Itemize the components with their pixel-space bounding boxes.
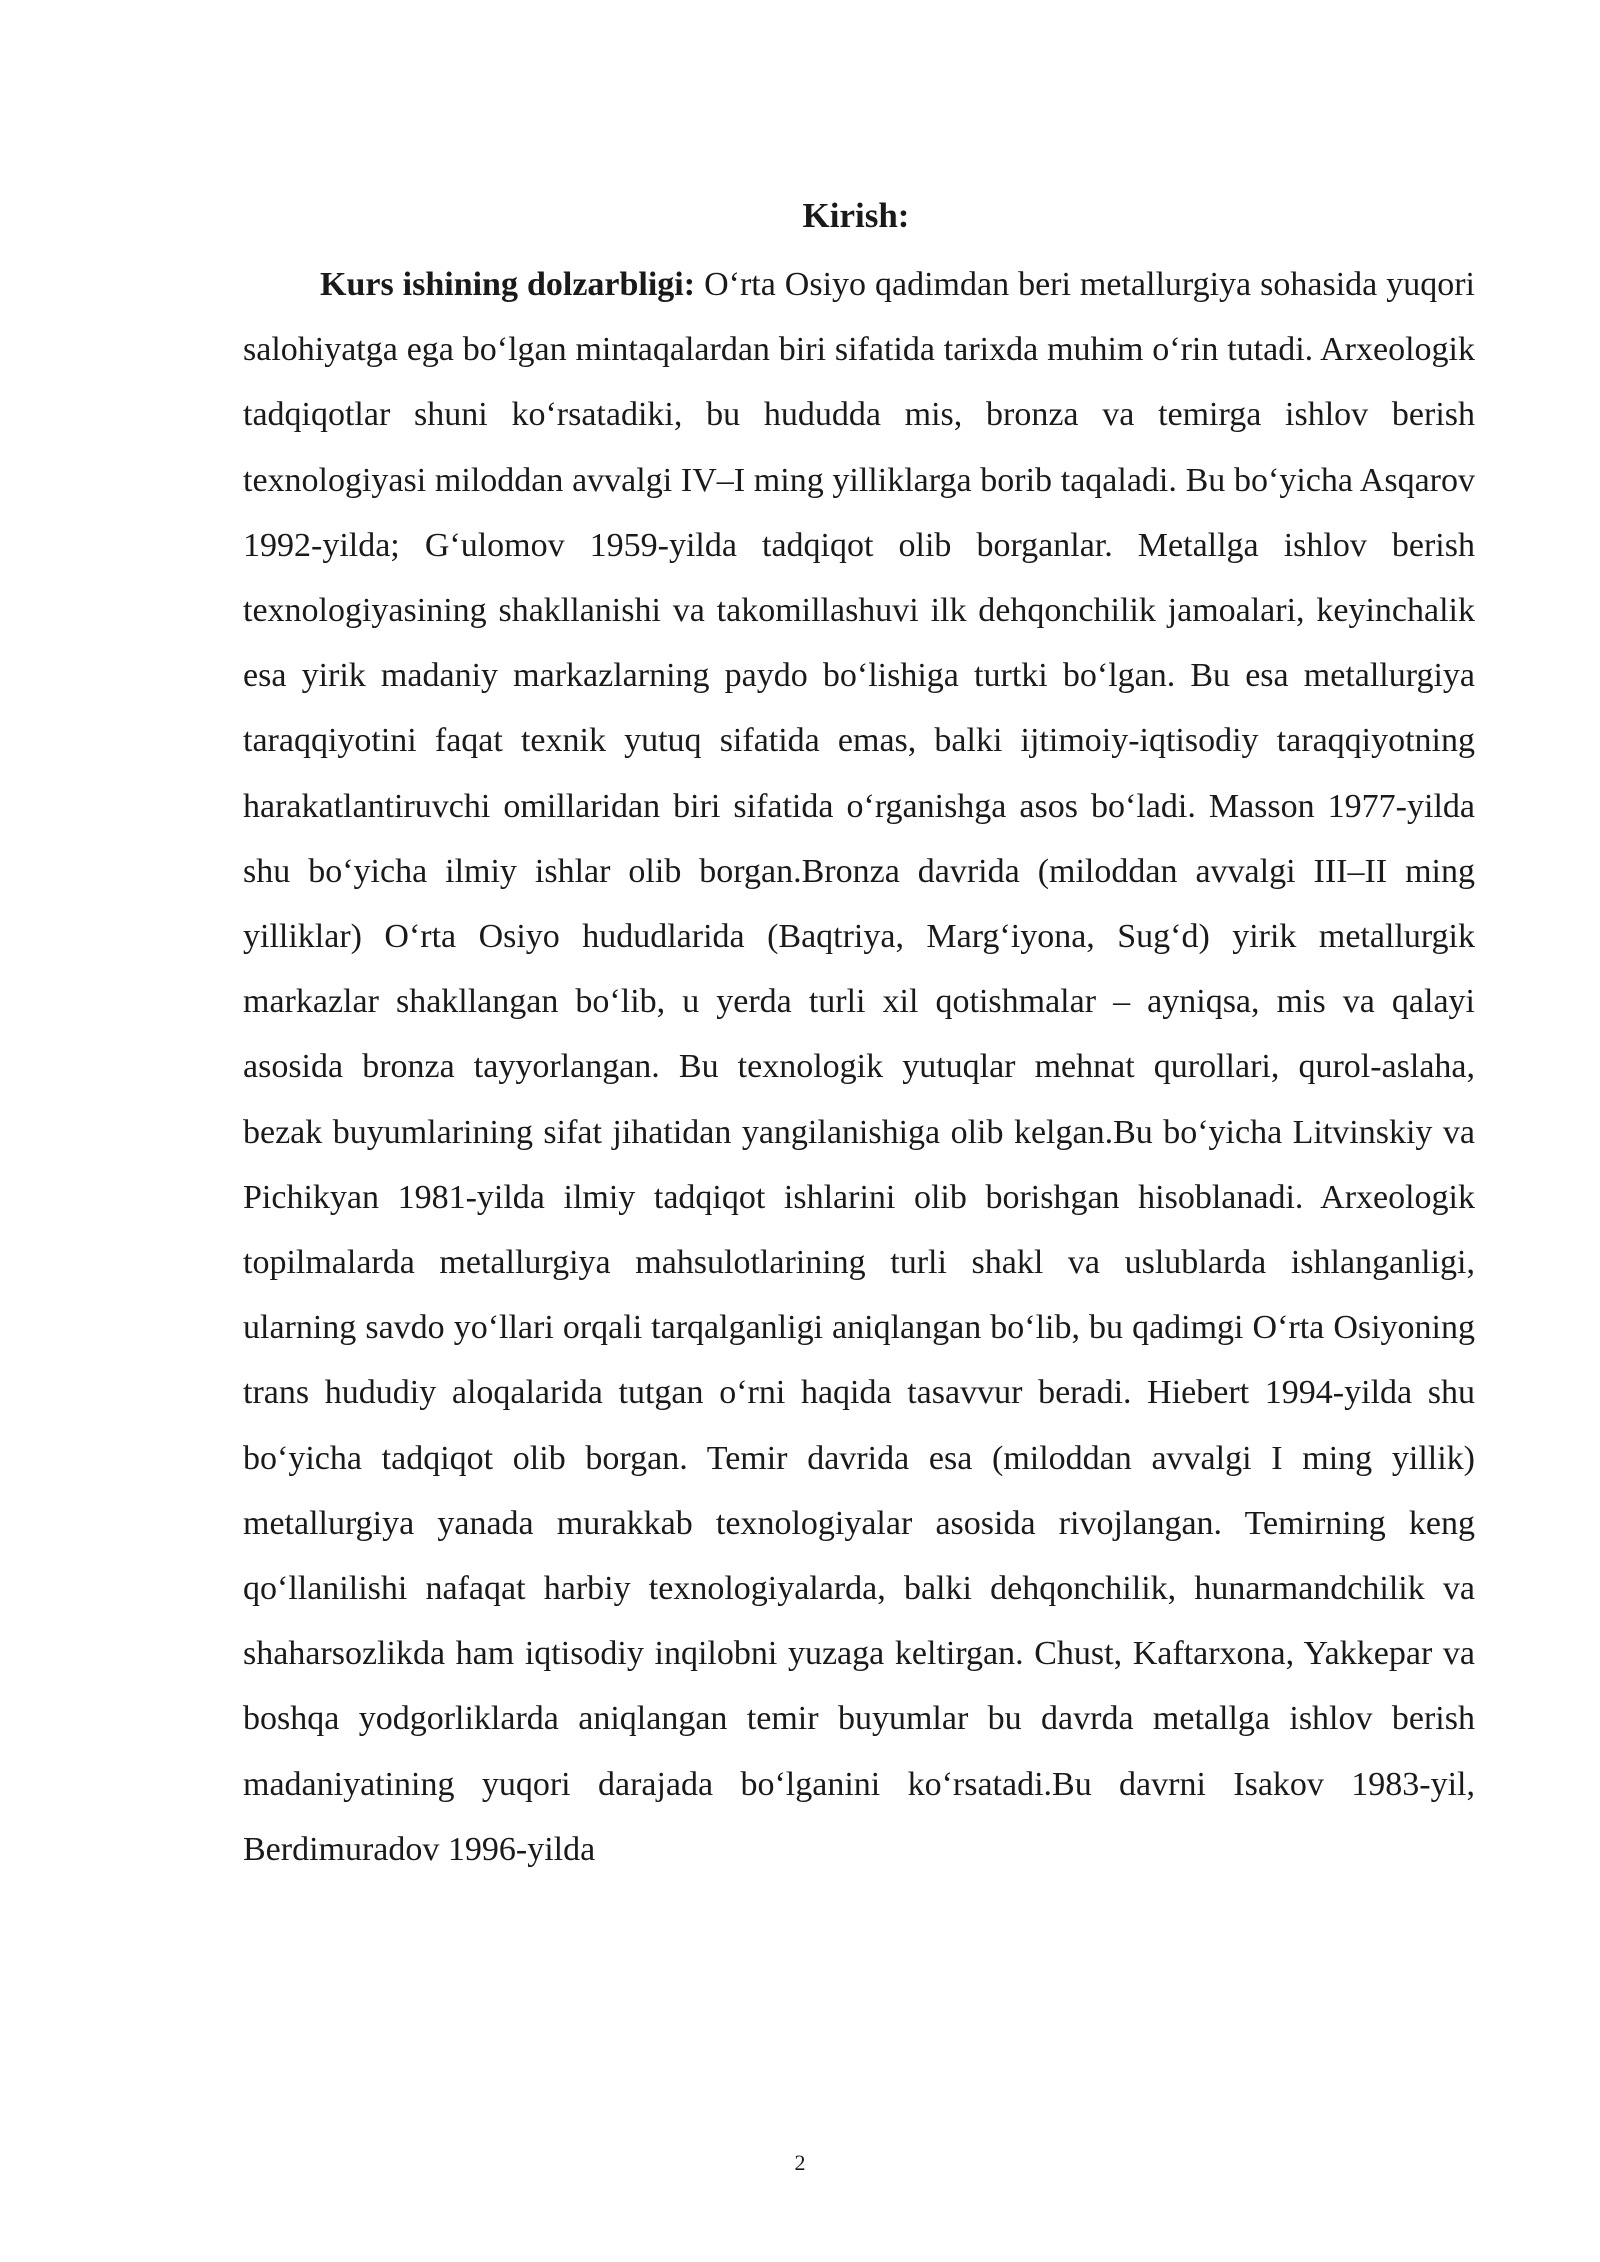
body-paragraph <box>243 252 1475 1882</box>
lead-label: Kurs ishining dolzarbligi: <box>320 266 696 303</box>
section-heading: Kirish: <box>802 196 910 235</box>
paragraph-text: O‘rta Osiyo qadimdan beri metallurgiya sohasida yuqori salohiyatga ega bo‘lgan mintaqalardan biri sifatida tarixda muhim o‘rin tutadi. Arxeologik tadqiqotlar shuni ko‘rsatadiki, bu hududda mis, bronza va temirga ishlov berish texnologiyasi miloddan avvalgi IV–I ming yilliklarga borib taqaladi. Bu bo‘yicha Asqarov 1992-yilda; G‘ulomov 1959-yilda tadqiqot olib borganlar. Metallga ishlov berish texnologiyasining shakllanishi va takomillashuvi ilk dehqonchilik jamoalari, keyinchalik esa yirik madaniy markazlarning paydo bo‘lishiga turtki bo‘lgan. Bu esa metallurgiya taraqqiyotini faqat texnik yutuq sifatida emas, balki ijtimoiy-iqtisodiy taraqqiyotning harakatlantiruvchi omillaridan biri sifatida o‘rganishga asos bo‘ladi. Masson 1977-yilda shu bo‘yicha ilmiy ishlar olib borgan.Bronza davrida (miloddan avvalgi III–II ming yilliklar) O‘rta Osiyo hududlarida (Baqtriya, Marg‘iyona, Sug‘d) yirik metallurgik markazlar shakllangan bo‘lib, u yerda turli xil qotishmalar – ayniqsa, mis va qalayi asosida bronza tayyorlangan. Bu texnologik yutuqlar mehnat qurollari, qurol-aslaha, bezak buyumlarining sifat jihatidan yangilanishiga olib kelgan.Bu bo‘yicha Litvinskiy va Pichikyan 1981-yilda ilmiy tadqiqot ishlarini olib borishgan hisoblanadi. Arxeologik topilmalarda metallurgiya mahsulotlarining turli shakl va uslublarda ishlanganligi, ularning savdo yo‘llari orqali tarqalganligi aniqlangan bo‘lib, bu qadimgi O‘rta Osiyoning trans hududiy aloqalarida tutgan o‘rni haqida tasavvur beradi. Hiebert 1994-yilda shu bo‘yicha tadqiqot olib borgan. Temir davrida esa (miloddan avvalgi I ming yillik) metallurgiya yanada murakkab texnologiyalar asosida rivojlangan. Temirning keng qo‘llanilishi nafaqat harbiy texnologiyalarda, balki dehqonchilik, hunarmandchilik va shaharsozlikda ham iqtisodiy inqilobni yuzaga keltirgan. Chust, Kaftarxona, Yakkepar va boshqa yodgorliklarda aniqlangan temir buyumlar bu davrda metallga ishlov berish madaniyatining yuqori darajada bo‘lganini ko‘rsatadi.Bu davrni Isakov 1983-yil, Berdimuradov 1996-yilda <box>243 266 1475 1868</box>
page-number: 2 <box>794 2150 806 2175</box>
